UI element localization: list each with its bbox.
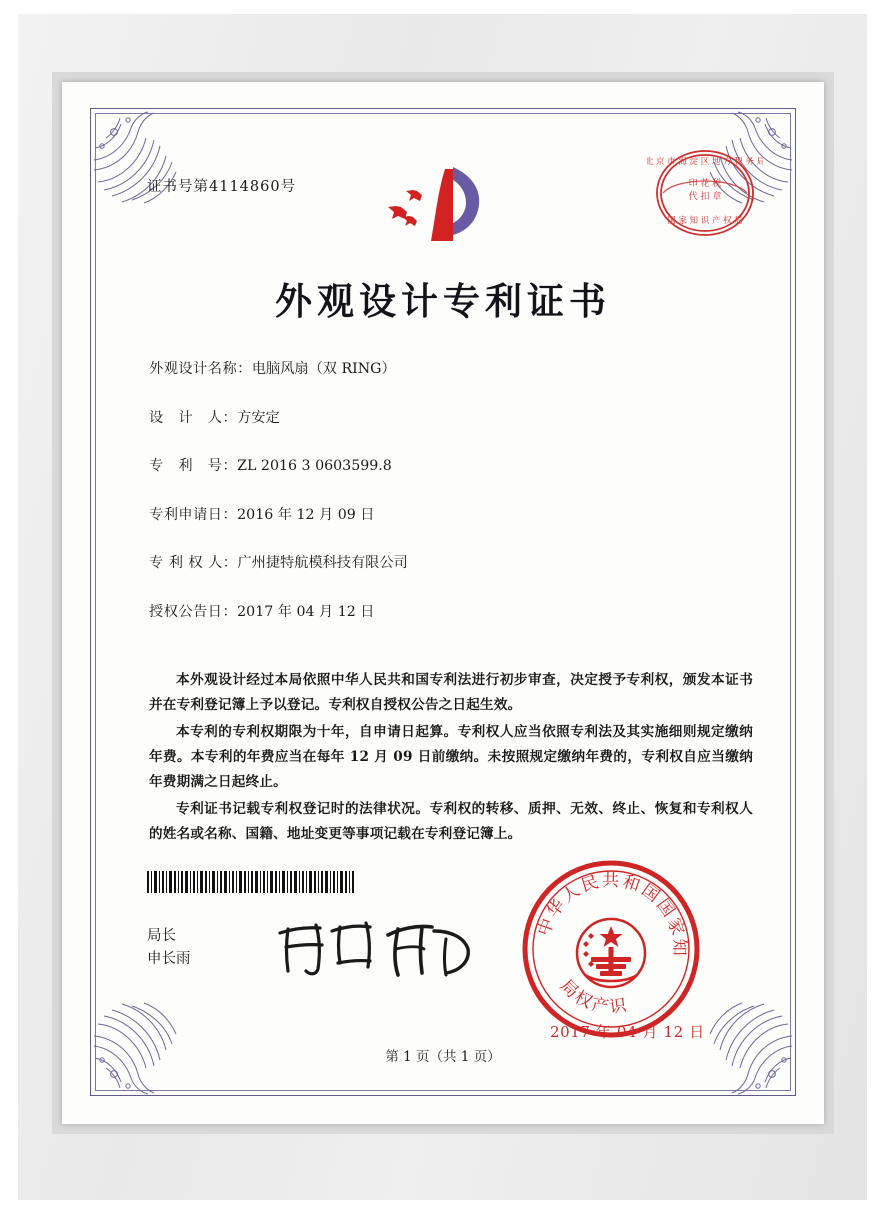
- svg-text:北 京 市 海 淀 区 地 方 税 务 局: 北 京 市 海 淀 区 地 方 税 务 局: [647, 157, 763, 167]
- svg-text:中华人民共和国国家知: 中华人民共和国国家知: [534, 870, 690, 959]
- field-value: 广州捷特航模科技有限公司: [237, 555, 408, 571]
- field-label: 授权公告日：: [149, 603, 238, 620]
- field-designer: [149, 407, 749, 427]
- barcode: [147, 871, 355, 893]
- paragraph-3: 专利证书记载专利权登记时的法律状况。专利权的转移、质押、无效、终止、恢复和专利权人的姓名或名称、国籍、地址变更等事项记载在专利登记簿上。: [149, 801, 753, 842]
- certificate-number: 证书号第4114860号: [147, 179, 297, 195]
- svg-text:局权产识: 局权产识: [555, 975, 631, 1018]
- field-value: 方安定: [237, 409, 280, 426]
- field-patentee: [149, 552, 749, 572]
- field-label: 专利申请日：: [149, 506, 238, 523]
- field-design-name: [149, 358, 749, 378]
- field-value: 2016 年 12 月 09 日: [237, 506, 375, 523]
- page-footer: 第 1 页（共 1 页）: [385, 1049, 501, 1065]
- field-patent-number: [149, 455, 749, 475]
- field-value: 2017 年 04 月 12 日: [237, 603, 375, 620]
- signature-block: [147, 925, 191, 971]
- field-label: 专 利 权 人：: [149, 555, 238, 571]
- cnipa-logo: [383, 161, 503, 257]
- certificate-page: [62, 82, 824, 1124]
- field-application-date: [149, 504, 749, 524]
- svg-text:代 扣 章: 代 扣 章: [688, 192, 722, 202]
- field-label: 专 利 号：: [149, 458, 238, 474]
- seal-date: 2017 年 04 月 12 日: [550, 1023, 705, 1041]
- paragraph-1: 本外观设计经过本局依照中华人民共和国专利法进行初步审查，决定授予专利权，颁发本证书并在专利登记簿上予以登记。专利权自授权公告之日起生效。: [149, 672, 753, 713]
- national-seal-stamp: [515, 853, 707, 1045]
- svg-text:印 花 税: 印 花 税: [688, 179, 722, 189]
- handwritten-signature: [270, 913, 480, 983]
- field-value: 电脑风扇（双 RING）: [251, 361, 396, 377]
- field-label: 设 计 人：: [149, 409, 238, 426]
- field-label: 外观设计名称：: [149, 361, 252, 377]
- svg-text:国 家 知 识 产 权 局: 国 家 知 识 产 权 局: [667, 216, 743, 226]
- director-label: 局长: [147, 928, 176, 944]
- certificate-content: [95, 113, 791, 1091]
- field-grant-announcement-date: [149, 601, 749, 621]
- tax-seal-stamp: [647, 137, 763, 253]
- page-title: 外观设计专利证书: [275, 279, 611, 323]
- field-list: [149, 358, 749, 649]
- field-value: ZL 2016 3 0603599.8: [237, 458, 392, 474]
- paragraph-2: 本专利的专利权期限为十年，自申请日起算。专利权人应当依照专利法及其实施细则规定缴纳年费。本专利的年费应当在每年 12 月 09 日前缴纳。未按照规定缴纳年费的，专利权自应当缴纳年费期满之日起终止。: [149, 724, 753, 790]
- director-name: 申长雨: [147, 951, 191, 967]
- legal-text: [149, 668, 753, 849]
